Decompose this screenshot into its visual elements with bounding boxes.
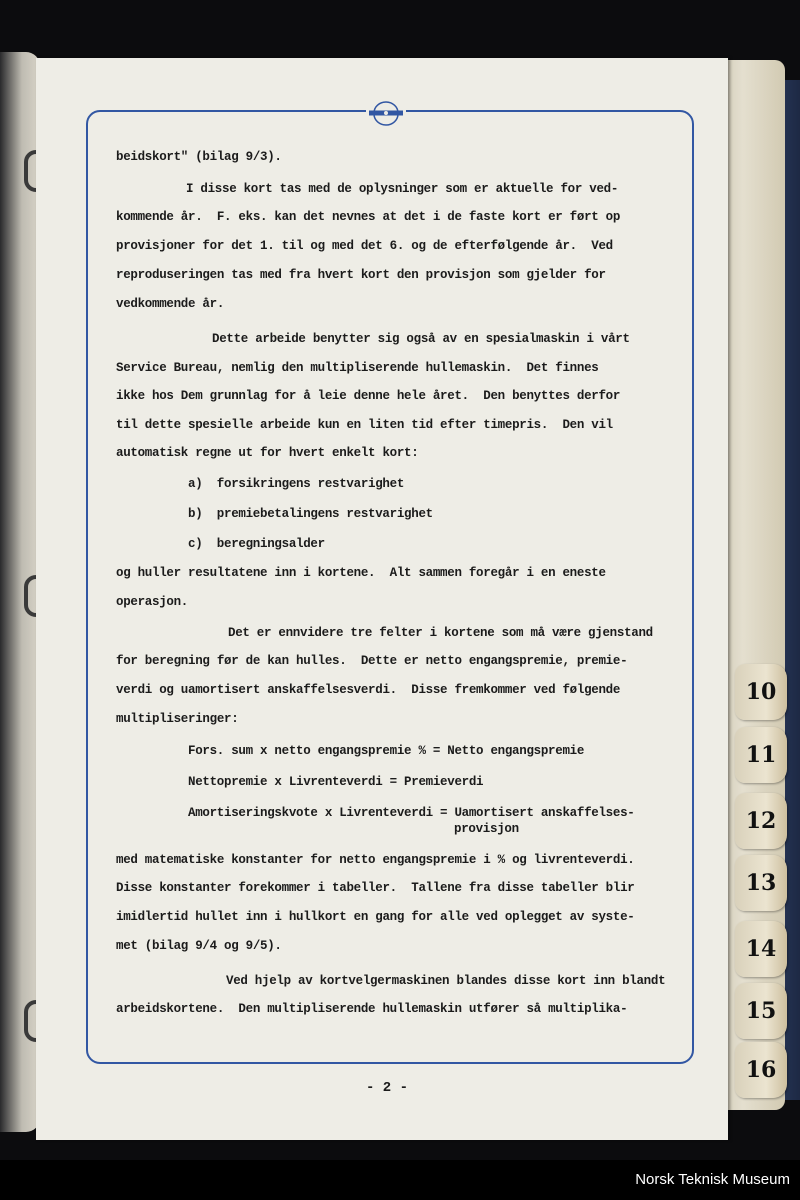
text-line: vedkommende år. [116, 297, 225, 311]
text-line: multipliseringer: [116, 712, 239, 726]
document-page [36, 58, 728, 1140]
tab-13[interactable]: 13 [735, 855, 787, 911]
footer-bar [0, 1160, 800, 1200]
text-line: Ved hjelp av kortvelgermaskinen blandes disse kort inn blandt [226, 974, 666, 988]
text-line: arbeidskortene. Den multipliserende hullemaskin utfører så multiplika- [116, 1002, 628, 1016]
tab-10[interactable]: 10 [735, 664, 787, 720]
text-line: verdi og uamortisert anskaffelsesverdi. Disse fremkommer ved følgende [116, 683, 621, 697]
text-line: med matematiske konstanter for netto engangspremie i % og livrenteverdi. [116, 853, 635, 867]
museum-credit: Norsk Teknisk Museum [635, 1171, 790, 1188]
text-line: Service Bureau, nemlig den multipliserende hullemaskin. Det finnes [116, 361, 599, 375]
page-number: - 2 - [366, 1080, 409, 1096]
tab-15[interactable]: 15 [735, 983, 787, 1039]
text-line: Det er ennvidere tre felter i kortene som må være gjenstand [228, 626, 653, 640]
text-line: automatisk regne ut for hvert enkelt kort: [116, 446, 419, 460]
text-line: Disse konstanter forekommer i tabeller. Tallene fra disse tabeller blir [116, 881, 635, 895]
list-item: b) premiebetalingens restvarighet [188, 507, 433, 521]
tab-14[interactable]: 14 [735, 921, 787, 977]
text-line: I disse kort tas med de oplysninger som er aktuelle for ved- [186, 182, 619, 196]
tab-16[interactable]: 16 [735, 1042, 787, 1098]
tab-12[interactable]: 12 [735, 793, 787, 849]
tab-11[interactable]: 11 [735, 727, 787, 783]
text-line: ikke hos Dem grunnlag for å leie denne hele året. Den benyttes derfor [116, 389, 621, 403]
text-line: og huller resultatene inn i kortene. Alt sammen foregår i en eneste [116, 566, 606, 580]
list-item: c) beregningsalder [188, 537, 325, 551]
text-line: operasjon. [116, 595, 189, 609]
ibm-logo-icon [366, 98, 406, 128]
text-line: til dette spesielle arbeide kun en liten tid efter timepris. Den vil [116, 418, 613, 432]
formula-line: Fors. sum x netto engangspremie % = Netto engangspremie [188, 744, 585, 758]
formula-line: Nettopremie x Livrenteverdi = Premieverdi [188, 775, 484, 789]
text-line: met (bilag 9/4 og 9/5). [116, 939, 282, 953]
logo-svg [366, 98, 406, 128]
text-line: Dette arbeide benytter sig også av en spesialmaskin i vårt [212, 332, 630, 346]
text-line: provisjoner for det 1. til og med det 6. og de efterfølgende år. Ved [116, 239, 613, 253]
formula-line: provisjon [454, 822, 519, 836]
formula-line: Amortiseringskvote x Livrenteverdi = Uamortisert anskaffelses- [188, 806, 635, 820]
text-line: beidskort" (bilag 9/3). [116, 150, 282, 164]
list-item: a) forsikringens restvarighet [188, 477, 405, 491]
text-line: kommende år. F. eks. kan det nevnes at det i de faste kort er ført op [116, 210, 621, 224]
text-line: imidlertid hullet inn i hullkort en gang for alle ved oplegget av syste- [116, 910, 635, 924]
text-line: for beregning før de kan hulles. Dette er netto engangspremie, premie- [116, 654, 628, 668]
text-line: reproduseringen tas med fra hvert kort den provisjon som gjelder for [116, 268, 606, 282]
